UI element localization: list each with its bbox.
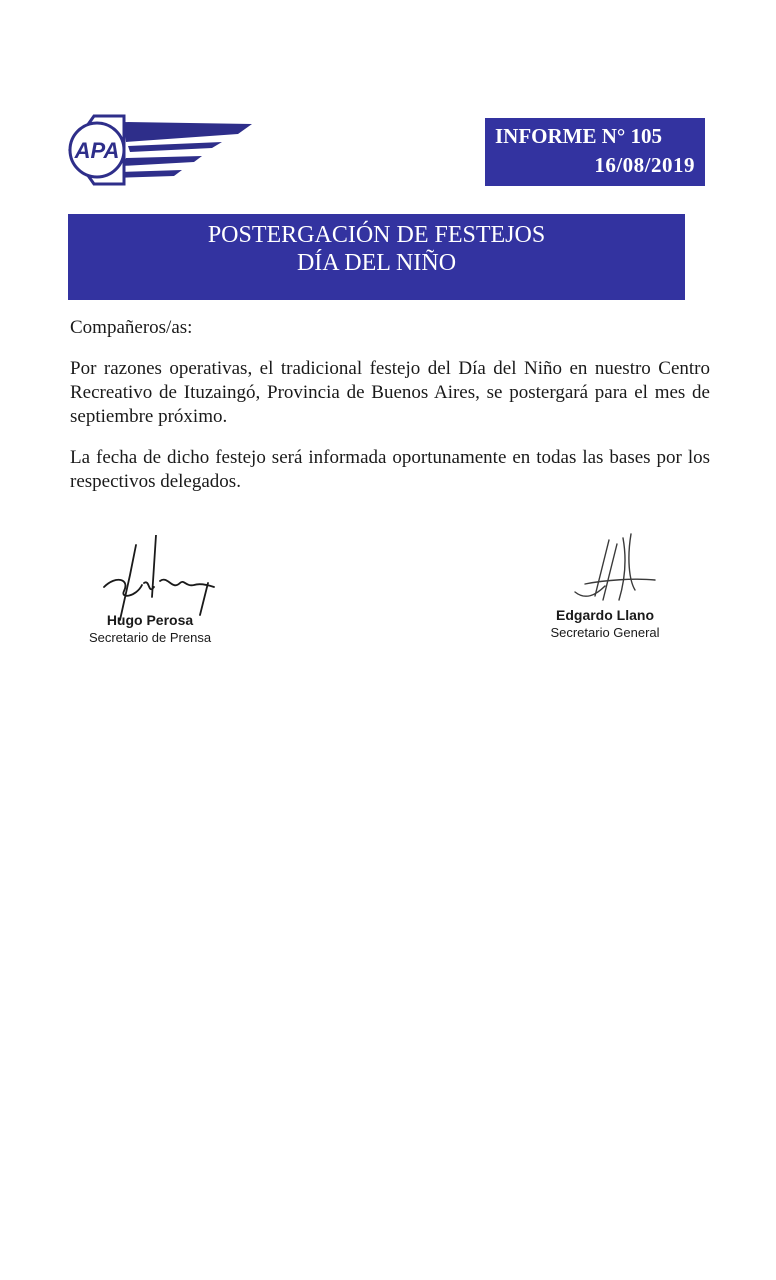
logo-text: APA xyxy=(74,138,120,163)
signature-block-prensa xyxy=(70,535,230,650)
title-banner xyxy=(68,214,685,300)
report-number: INFORME N° 105 xyxy=(495,124,663,148)
report-date: 16/08/2019 xyxy=(594,153,695,177)
report-header-box xyxy=(485,118,705,186)
signature-block-general xyxy=(530,530,680,645)
title-line-1: POSTERGACIÓN DE FESTEJOS xyxy=(207,222,546,248)
greeting: Compañeros/as: xyxy=(70,317,193,338)
signer-name: Edgardo Llano xyxy=(556,607,654,623)
signer-role: Secretario de Prensa xyxy=(88,630,212,645)
letter-body xyxy=(70,316,710,511)
title-line-2: DÍA DEL NIÑO xyxy=(296,250,457,276)
handwritten-signature-llano xyxy=(565,530,665,610)
paragraph-1: Por razones operativas, el tradicional festejo del Día del Niño en nuestro Centro Recreativo de Ituzaingó, Provincia de Buenos Aires, se postergará para el mes de septiembre próximo. xyxy=(70,358,710,427)
apa-logo xyxy=(62,112,254,188)
signer-name: Hugo Perosa xyxy=(106,612,194,628)
paragraph-2: La fecha de dicho festejo será informada oportunamente en todas las bases por los respectivos delegados. xyxy=(70,447,710,492)
signer-role: Secretario General xyxy=(550,625,660,640)
